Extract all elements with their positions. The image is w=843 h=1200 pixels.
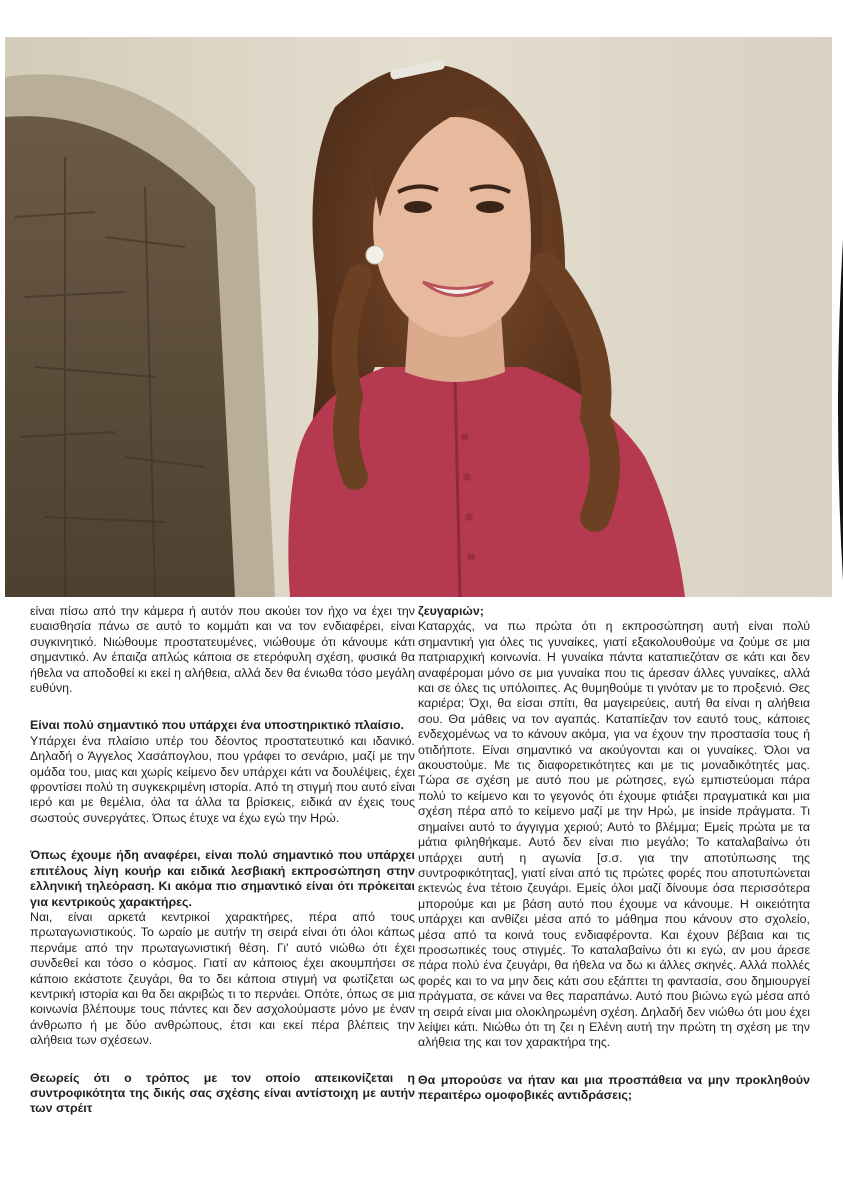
question-heading: Είναι πολύ σημαντικό που υπάρχει ένα υποστηρικτικό πλαίσιο. [30,718,404,733]
left-column [30,604,415,1117]
question-heading: Θα μπορούσε να ήταν και μια προσπάθεια να μην προκληθούν περαιτέρω ομοφοβικές αντιδράσεις; [418,1072,810,1103]
question-heading: Θεωρείς ότι ο τρόπος με τον οποίο απεικονίζεται η συντροφικότητα της δικής σας σχέσης είναι αντίστοιχη με αυτήν των στρέιτ [30,1070,415,1116]
answer-paragraph: Ναι, είναι αρκετά κεντρικοί χαρακτήρες, πέρα από τους πρωταγωνιστικούς. Το ωραίο με αυτήν τη σειρά είναι ότι όλοι κάπως περνάμε από την πρωταγωνιστική θέση. Γι' αυτό νιώθω ότι έχει συνδεθεί και τόσο ο κόσμος. Γιατί αν κάποιος έχει ακουμπήσει σε κάποιο εκάστοτε ζευγάρι, θα το δει κάποια στιγμή να φωτίζεται ως κεντρική ιστορία και θα δει ακριβώς τι το περνάει. Οπότε, όπως σε μια κοινωνία βλέπουμε τους πάντες και δεν ασχολούμαστε μόνο με έναν άνθρωπο ή με δύο ανθρώπους, έτσι και εκεί πέρα βλέπεις την αλήθεια των σχέσεων. [30,909,415,1048]
answer-paragraph: είναι πίσω από την κάμερα ή αυτόν που ακούει τον ήχο να έχει την ευαισθησία πάνω σε αυτό το κομμάτι και να τον ενδιαφέρει, είναι συγκινητικό. Νιώθουμε προστατευμένες, νιώθουμε ότι κάνουμε κάτι σημαντικό. Αν έπαιζα απλώς κάποια σε ετερόφυλη σχέση, φυσικά θα ήθελα να αποδοθεί κι εκεί η αλήθεια, αλλά δεν θα ένιωθα τόσο μεγάλη ευθύνη. [30,604,415,696]
question-heading: ζευγαριών; [418,604,484,618]
right-column [418,604,810,1104]
page-edge-shape [833,240,843,580]
answer-paragraph: Καταρχάς, να πω πρώτα ότι η εκπροσώπηση αυτή είναι πολύ σημαντική για όλες τις γυναίκες, γιατί εξακολουθούμε να ζούμε σε μια πατριαρχική κοινωνία. Η γυναίκα πάντα καταπιεζόταν σε κάτι και δεν αναφέρομαι μόνο σε μια γυναίκα που τις άρεσαν άλλες γυναίκες, αλλά και σε όλες τις υπόλοιπες. Ας θυμηθούμε τι γινόταν με το προξενιό. Θες καριέρα; Όχι, θα είσαι σπίτι, θα μαγειρεύεις, αυτή θα είναι η αλήθεια σου. Θα μάθεις να τον αγαπάς. Καταπίεζαν τον εαυτό τους, κάποιες ενδεχομένως να το κάνουν ακόμα, για να έχουν την προστασία τους ή οτιδήποτε. Είναι σημαντικό να ακούγονται και οι γυναίκες. Όλοι να ακουστούμε. Με τις διαφορετικότητες και με τις μοναδικότητές μας. Τώρα σε σχέση με αυτό που με ρώτησες, εγώ εμπιστεύομαι πάρα πολύ το κείμενο και το γεγονός ότι έχουμε φτιάξει πραγματικά και μια σχέση πέρα από το κείμενο μαζί με την Ηρώ, με inside πράγματα. Τι σημαίνει αυτό το άγγιγμα χεριού; Αυτό το βλέμμα; Εμείς πρώτα με τα μάτια φιληθήκαμε. Αυτό δεν είναι πιο μεγάλο; Το καταλαβαίνω ότι υπάρχει αυτή η αγωνία [σ.σ. για την αποτύπωσης της συντροφικότητας], γιατί είναι από τις πρώτες φορές που αποτυπώνεται εκτενώς ένα τέτοιο ζευγάρι. Εμείς όλοι μαζί δίνουμε όσα περισσότερα μπορούμε και με βάση αυτό που έχουμε να κάνουμε. Η οικειότητα υπάρχει και ανθίζει μέσα από το μάθημα που κάνουν στο σχολείο, μέσα από τα κοινά τους ενδιαφέροντα. Και έχουν βέβαια και τις προσωπικές τους στιγμές. Το καταλαβαίνω ότι κι εγώ, αν μου άρεσε πάρα πολύ ένα ζευγάρι, θα ήθελα να δω κι άλλες σκηνές. Αλλά πολλές φορές και το να μην δεις κάτι σου εξάπτει τη φαντασία, σου δημιουργεί πράγματα, σε κάνει να θες παραπάνω. Αυτό που βιώνω εγώ μέσα από τη σειρά είναι μια ολοκληρωμένη σχέση. Δηλαδή δεν νιώθω ότι μου έχει λείψει κάτι. Νιώθω ότι τη ζει η Ελένη αυτή την πρώτη τη σχέση με την αλήθεια της και τον χαρακτήρα της. [418,619,810,1050]
answer-paragraph: Υπάρχει ένα πλαίσιο υπέρ του δέοντος προστατευτικό και ιδανικό. Δηλαδή ο Άγγελος Χασάπογλου, που γράφει το σενάριο, μαζί με την ομάδα του, μιας και χωρίς κείμενο δεν υπάρχει κάτι να δουλέψεις, έχει φροντίσει πολύ τη συγκεκριμένη ιστορία. Από τη στιγμή που αυτό είναι ιερό και με θεμέλια, όλα τα άλλα τα βρίσκεις, ειδικά αν έχεις τους σωστούς συνεργάτες. Όπως έτυχε να έχω εγώ την Ηρώ. [30,733,415,825]
question-heading: Όπως έχουμε ήδη αναφέρει, είναι πολύ σημαντικό που υπάρχει επιτέλους λίγη κουήρ και ειδικά λεσβιακή εκπροσώπηση στην ελληνική τηλεόραση. Κι ακόμα πιο σημαντικό είναι ότι πρόκειται για κεντρικούς χαρακτήρες. [30,848,415,909]
portrait-photo [5,37,832,597]
